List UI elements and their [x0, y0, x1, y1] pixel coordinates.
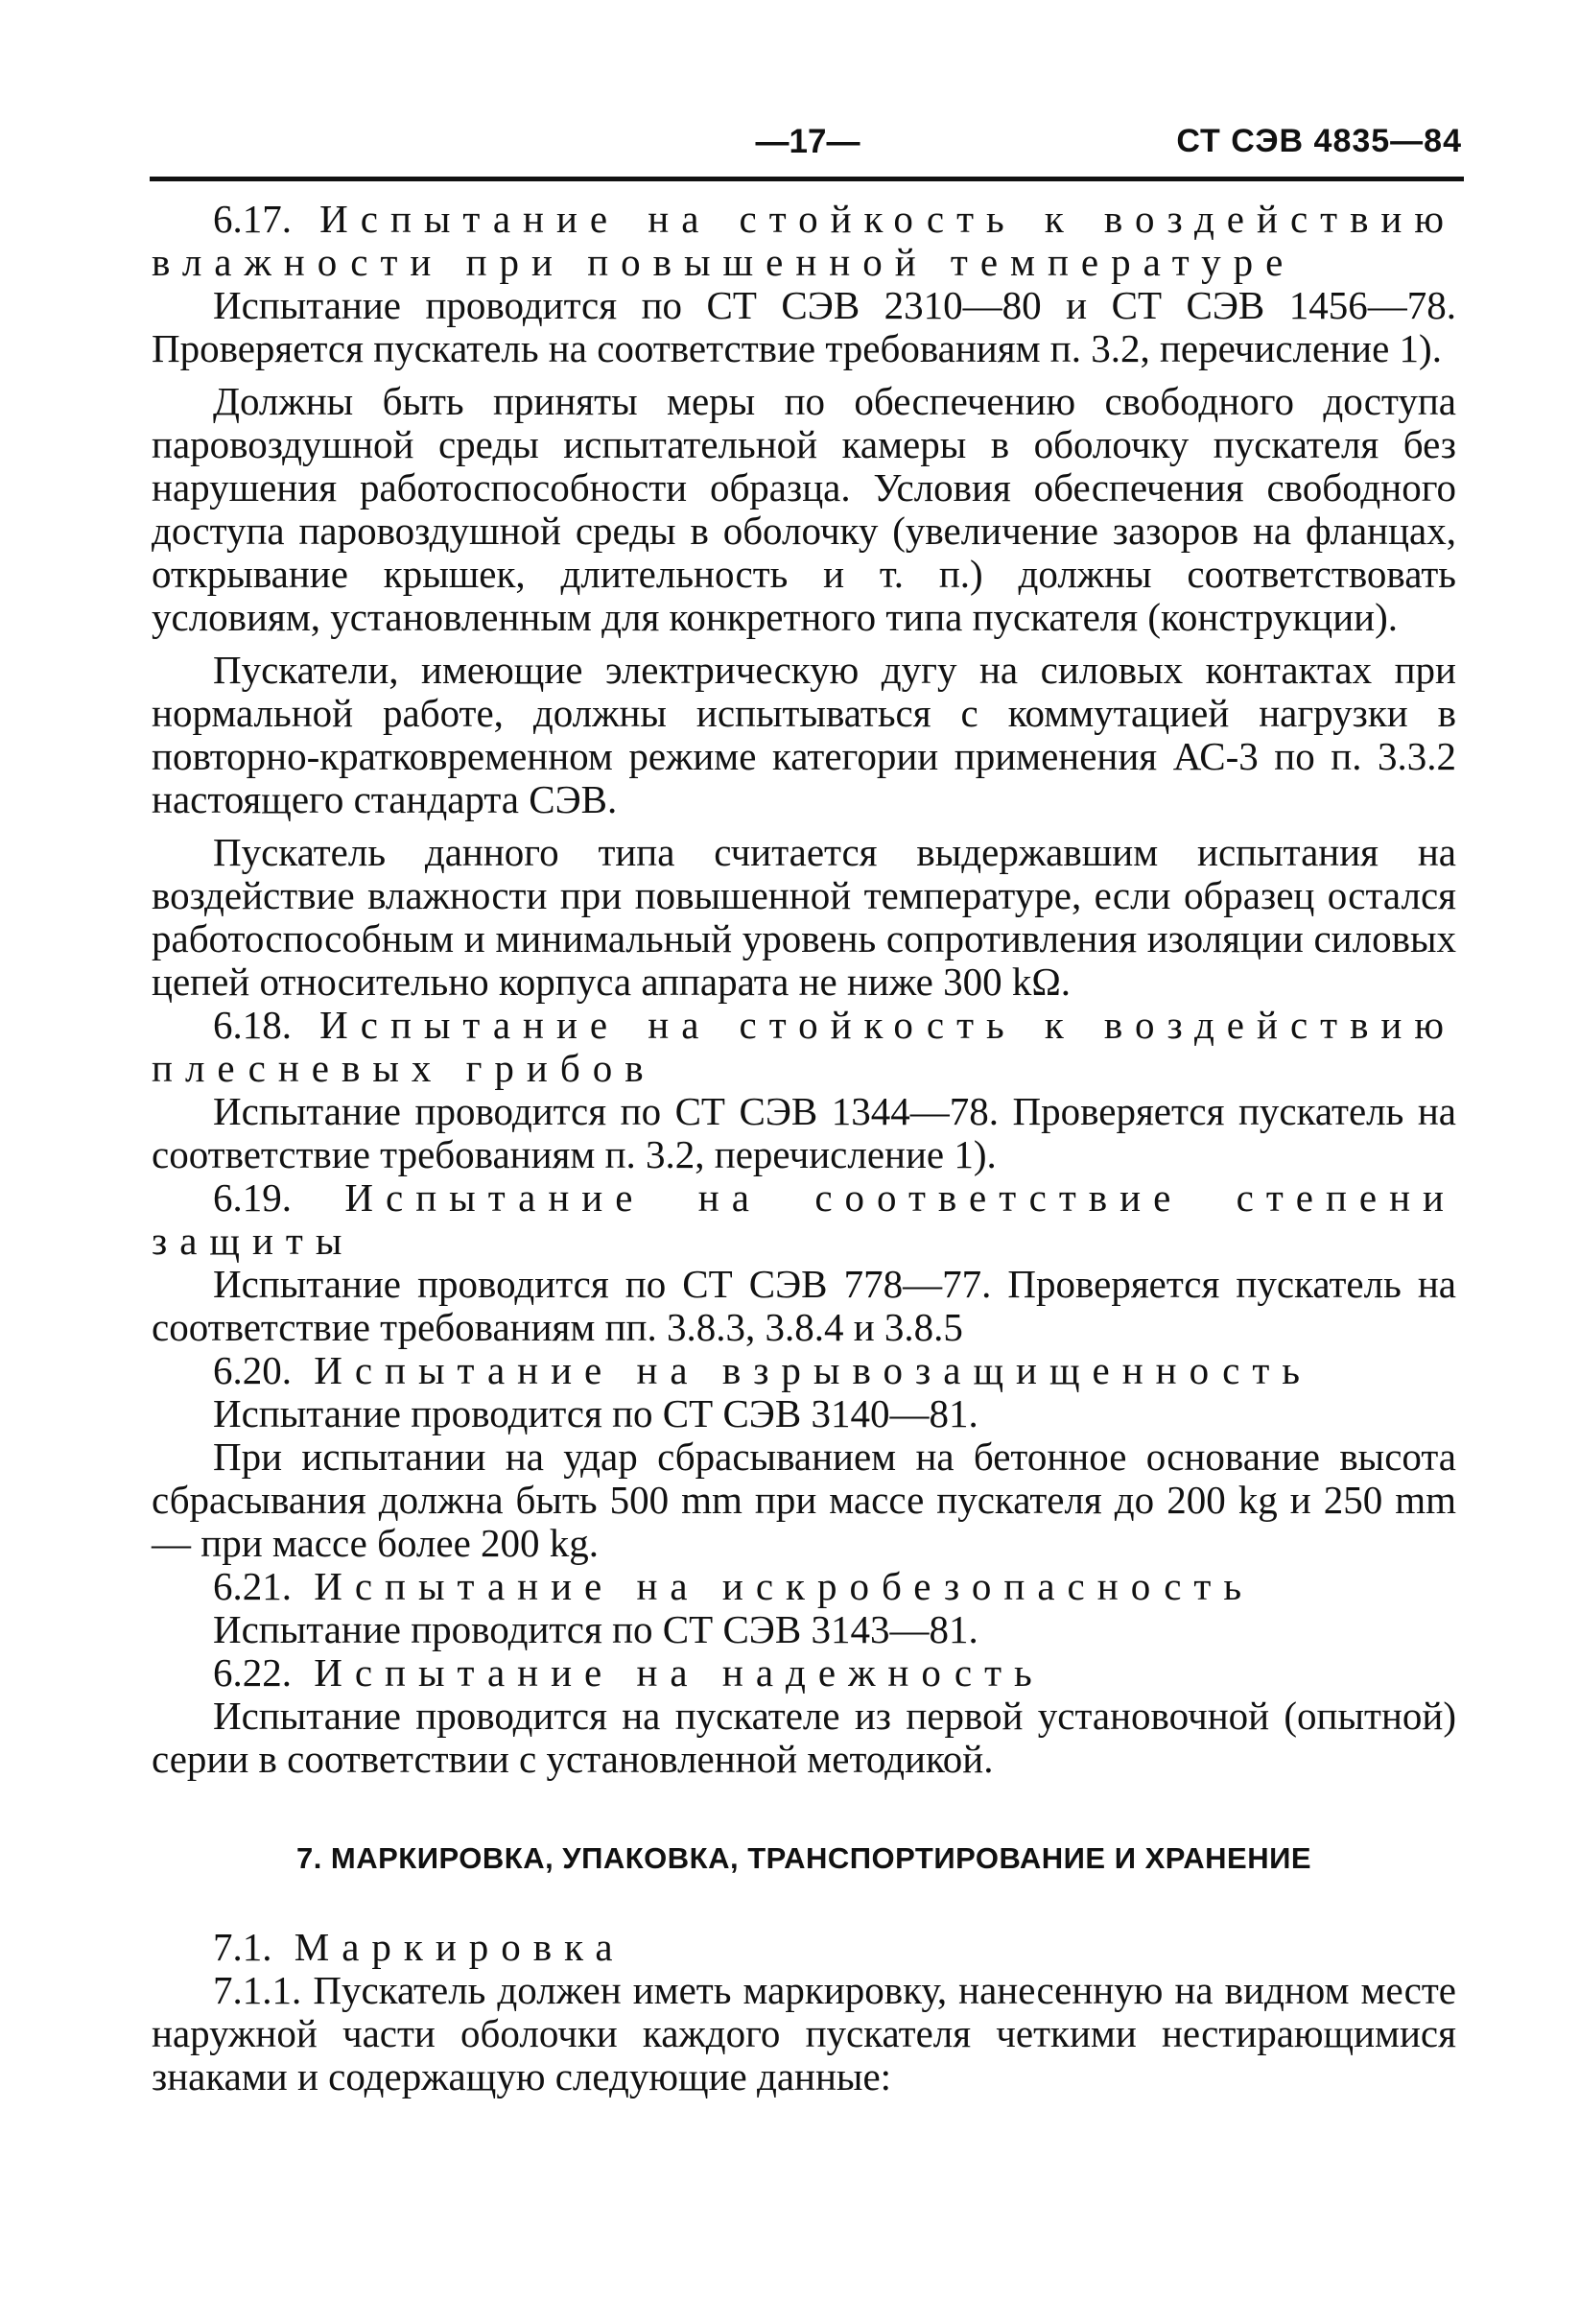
paragraph: Пускатели, имеющие электрическую дугу на силовых контактах при нормальной работе, должны испытываться с коммутацией нагрузки в повторно-кратковременном режиме категории применения АС-3 по п. 3.3.2 настоящего стандарта СЭВ. [152, 648, 1456, 821]
section-6-21-title [152, 1565, 1456, 1608]
section-number: 6.22. [213, 1650, 292, 1695]
page-number: —17— [755, 123, 860, 160]
section-6-19-title [152, 1176, 1456, 1263]
paragraph: Пускатель данного типа считается выдержавшим испытания на воздействие влажности при повышенной температуре, если образец остался работоспособным и минимальный уровень сопротивления изоляции силовых цепей относительно корпуса аппарата не ниже 300 kΩ. [152, 830, 1456, 1004]
paragraph: Испытание проводится по СТ СЭВ 3140—81. [213, 1391, 978, 1435]
chapter-7-heading: 7. МАРКИРОВКА, УПАКОВКА, ТРАНСПОРТИРОВАНИЕ И ХРАНЕНИЕ [295, 1841, 1312, 1875]
page-content [152, 198, 1456, 2099]
section-6-22-title [152, 1651, 1456, 1695]
paragraph: Испытание проводится по СТ СЭВ 2310—80 и СТ СЭВ 1456—78. Проверяется пускатель на соответствие требованиям п. 3.2, перечисление 1). [152, 283, 1456, 370]
section-title-text: Испытание на стойкость к воздействию плесневых грибов [152, 1003, 1456, 1090]
paragraph: Должны быть приняты меры по обеспечению свободного доступа паровоздушной среды испытательной камеры в оболочку пускателя без нарушения работоспособности образца. Условия обеспечения свободного доступа паровоздушной среды в оболочку (увеличение зазоров на фланцах, открывание крышек, длительность и т. п.) должны соответствовать условиям, установленным для конкретного типа пускателя (конструкции). [152, 379, 1456, 639]
section-number: 6.19. [213, 1175, 292, 1220]
section-title-text: Испытание на надежность [314, 1650, 1045, 1695]
paragraph: Испытание проводится на пускателе из первой установочной (опытной) серии в соответствии с установленной методикой. [152, 1694, 1456, 1781]
section-title-text: Испытание на взрывозащищенность [314, 1348, 1312, 1392]
paragraph: Испытание проводится по СТ СЭВ 1344—78. Проверяется пускатель на соответствие требованиям п. 3.2, перечисление 1). [152, 1089, 1456, 1176]
paragraph: Испытание проводится по СТ СЭВ 3143—81. [213, 1607, 978, 1651]
section-number: 6.20. [213, 1348, 292, 1392]
section-title-text: Испытание на соответствие степени защиты [152, 1175, 1457, 1263]
section-7-1-title [152, 1926, 1456, 1969]
document-code: СТ СЭВ 4835—84 [1176, 123, 1462, 159]
section-title-text: Испытание на стойкость к воздействию влажности при повышенной температуре [152, 197, 1456, 284]
section-title-text: Маркировка [294, 1925, 625, 1969]
section-number: 6.18. [213, 1003, 292, 1047]
page-header [153, 121, 1462, 169]
paragraph: 7.1.1. Пускатель должен иметь маркировку, нанесенную на видном месте наружной части оболочки каждого пускателя четкими нестирающимися знаками и содержащую следующие данные: [152, 1968, 1456, 2099]
section-6-18-title [152, 1004, 1456, 1090]
section-number: 6.17. [213, 197, 292, 241]
section-6-20-title [152, 1349, 1456, 1392]
section-6-17-title [152, 198, 1456, 284]
section-title-text: Испытание на искробезопасность [314, 1564, 1255, 1608]
section-number: 6.21. [213, 1564, 292, 1608]
header-rule [150, 177, 1464, 181]
paragraph: При испытании на удар сбрасыванием на бетонное основание высота сбрасывания должна быть 500 mm при массе пускателя до 200 kg и 250 mm — при массе более 200 kg. [152, 1435, 1456, 1565]
section-number: 7.1. [213, 1925, 272, 1969]
paragraph: Испытание проводится по СТ СЭВ 778—77. Проверяется пускатель на соответствие требованиям пп. 3.8.3, 3.8.4 и 3.8.5 [152, 1262, 1456, 1349]
